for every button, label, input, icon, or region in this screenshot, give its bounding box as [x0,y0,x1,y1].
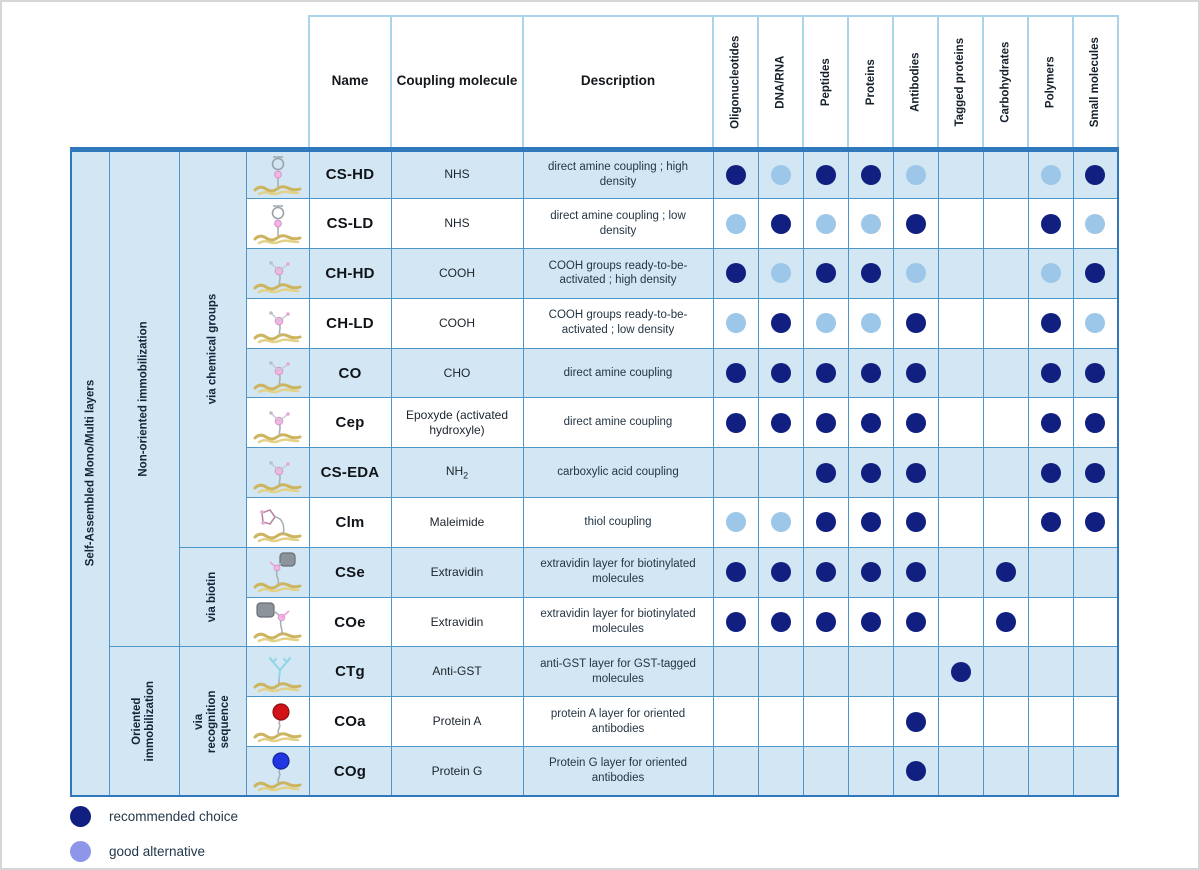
mark-cell-tagged-proteins [938,448,983,498]
mark-cell-small-molecules [1073,697,1118,747]
recommended-choice-dot-icon [771,214,791,234]
extravidin-molecule-2-icon [246,597,309,647]
row-group-oriented-immobilization [109,647,179,796]
recommended-choice-dot-icon [1041,463,1061,483]
coupling-molecule-cell: COOH [391,298,523,348]
mark-cell-dna-rna [758,149,803,199]
row-group-via-chemical-groups [179,149,246,547]
recommended-choice-dot-icon [726,363,746,383]
maleimide-molecule-icon [246,498,309,548]
name-cell: COe [309,597,391,647]
column-header-polymers [1028,16,1073,149]
good-alternative-dot-icon [1085,214,1105,234]
description-cell: anti-GST layer for GST-tagged molecules [523,647,713,697]
mark-cell-polymers [1028,448,1073,498]
mark-cell-small-molecules [1073,348,1118,398]
good-alternative-dot-icon [906,165,926,185]
description-cell: protein A layer for oriented antibodies [523,697,713,747]
name-cell: COa [309,697,391,747]
mark-cell-proteins [848,597,893,647]
good-alternative-dot-icon [906,263,926,283]
recommended-choice-dot-icon [771,562,791,582]
good-alternative-dot-icon [771,263,791,283]
good-alternative-dot-icon [1041,263,1061,283]
protein-a-ball-icon [246,697,309,747]
column-header-peptides [803,16,848,149]
name-cell: COg [309,747,391,797]
mark-cell-proteins [848,249,893,299]
mark-cell-proteins [848,697,893,747]
good-alternative-dot-icon [726,214,746,234]
recommended-choice-dot-icon [906,413,926,433]
mark-cell-carbohydrates [983,697,1028,747]
mark-cell-polymers [1028,249,1073,299]
mark-cell-antibodies [893,597,938,647]
name-cell: CO [309,348,391,398]
table-row-ctg [71,647,1118,697]
row-group-label: Non-oriented immobilization [138,321,150,477]
mark-cell-small-molecules [1073,547,1118,597]
mark-cell-proteins [848,647,893,697]
good-alternative-dot-icon [1085,313,1105,333]
recommended-choice-dot-icon [906,313,926,333]
mark-cell-oligonucleotides [713,448,758,498]
recommended-choice-dot-icon [861,512,881,532]
recommended-choice-dot-icon [861,263,881,283]
recommended-choice-dot-icon [816,512,836,532]
mark-cell-polymers [1028,199,1073,249]
mark-cell-dna-rna [758,697,803,747]
row-group-label: Self-Assembled Mono/Multi layers [84,380,97,567]
mark-cell-dna-rna [758,448,803,498]
name-cell: Clm [309,498,391,548]
column-header-label: Antibodies [909,52,922,112]
mark-cell-tagged-proteins [938,298,983,348]
recommended-choice-dot-icon [996,562,1016,582]
mark-cell-carbohydrates [983,398,1028,448]
mark-cell-tagged-proteins [938,149,983,199]
mark-cell-oligonucleotides [713,697,758,747]
mark-cell-oligonucleotides [713,199,758,249]
coupling-molecule-cell: $NH_2$ [391,448,523,498]
mark-cell-tagged-proteins [938,498,983,548]
mark-cell-peptides [803,149,848,199]
mark-cell-tagged-proteins [938,348,983,398]
mark-cell-proteins [848,747,893,797]
mark-cell-carbohydrates [983,448,1028,498]
column-header-antibodies [893,16,938,149]
mark-cell-tagged-proteins [938,249,983,299]
recommended-choice-dot-icon [906,761,926,781]
recommended-choice-dot-icon [1041,214,1061,234]
mark-cell-antibodies [893,298,938,348]
row-group-label: via recognition sequence [192,690,232,753]
mark-cell-peptides [803,747,848,797]
description-cell: direct amine coupling ; low density [523,199,713,249]
recommended-choice-dot-icon [1041,413,1061,433]
mark-cell-antibodies [893,199,938,249]
mark-cell-dna-rna [758,298,803,348]
recommended-choice-dot-icon [996,612,1016,632]
column-header-coupling-molecule: Coupling molecule [391,16,523,149]
coupling-molecule-cell: NHS [391,149,523,199]
column-header-label: Small molecules [1089,36,1102,127]
branch-molecule-icon [246,298,309,348]
mark-cell-antibodies [893,498,938,548]
recommended-choice-dot-icon [861,463,881,483]
mark-cell-peptides [803,448,848,498]
mark-cell-polymers [1028,747,1073,797]
column-header-proteins [848,16,893,149]
column-header-oligonucleotides [713,16,758,149]
mark-cell-antibodies [893,697,938,747]
recommended-choice-dot-icon [1085,463,1105,483]
name-cell: CH-HD [309,249,391,299]
mark-cell-proteins [848,199,893,249]
coupling-molecule-cell: COOH [391,249,523,299]
surface-chemistry-table [70,15,1119,797]
mark-cell-small-molecules [1073,398,1118,448]
recommended-choice-dot-icon [70,806,91,827]
coupling-molecule-cell: Extravidin [391,547,523,597]
table-row-cs-hd [71,149,1118,199]
coupling-molecule-cell: Extravidin [391,597,523,647]
recommended-choice-dot-icon [951,662,971,682]
row-group-via-biotin [179,547,246,647]
recommended-choice-dot-icon [816,612,836,632]
name-cell: CS-HD [309,149,391,199]
mark-cell-antibodies [893,547,938,597]
mark-cell-peptides [803,647,848,697]
mark-cell-carbohydrates [983,149,1028,199]
mark-cell-dna-rna [758,199,803,249]
recommended-choice-dot-icon [771,612,791,632]
mark-cell-peptides [803,199,848,249]
recommended-choice-dot-icon [906,562,926,582]
description-cell: COOH groups ready-to-be-activated ; low density [523,298,713,348]
mark-cell-carbohydrates [983,597,1028,647]
mark-cell-small-molecules [1073,199,1118,249]
legend-label-alternative: good alternative [109,844,206,859]
description-cell: Protein G layer for oriented antibodies [523,747,713,797]
recommended-choice-dot-icon [1085,363,1105,383]
protein-g-ball-icon [246,747,309,797]
recommended-choice-dot-icon [906,463,926,483]
name-cell: CS-LD [309,199,391,249]
coupling-molecule-cell: Anti-GST [391,647,523,697]
recommended-choice-dot-icon [861,562,881,582]
recommended-choice-dot-icon [816,562,836,582]
mark-cell-dna-rna [758,498,803,548]
recommended-choice-dot-icon [771,313,791,333]
mark-cell-antibodies [893,249,938,299]
mark-cell-peptides [803,498,848,548]
row-group-non-oriented-immobilization [109,149,179,647]
column-header-description: Description [523,16,713,149]
column-header-label: Tagged proteins [954,37,967,127]
description-cell: extravidin layer for biotinylated molecules [523,597,713,647]
mark-cell-peptides [803,697,848,747]
mark-cell-oligonucleotides [713,597,758,647]
recommended-choice-dot-icon [816,363,836,383]
mark-cell-small-molecules [1073,149,1118,199]
recommended-choice-dot-icon [906,612,926,632]
good-alternative-dot-icon [1041,165,1061,185]
mark-cell-polymers [1028,149,1073,199]
legend [70,806,238,870]
mark-cell-oligonucleotides [713,747,758,797]
mark-cell-polymers [1028,348,1073,398]
coupling-molecule-cell: Epoxyde (activated hydroxyle) [391,398,523,448]
recommended-choice-dot-icon [771,413,791,433]
recommended-choice-dot-icon [816,165,836,185]
mark-cell-tagged-proteins [938,697,983,747]
mark-cell-tagged-proteins [938,597,983,647]
row-group-label: via biotin [206,571,219,623]
mark-cell-antibodies [893,747,938,797]
column-header-small-molecules [1073,16,1118,149]
mark-cell-dna-rna [758,547,803,597]
recommended-choice-dot-icon [906,512,926,532]
mark-cell-proteins [848,448,893,498]
mark-cell-tagged-proteins [938,398,983,448]
mark-cell-proteins [848,298,893,348]
good-alternative-dot-icon [726,313,746,333]
mark-cell-polymers [1028,697,1073,747]
mark-cell-carbohydrates [983,498,1028,548]
recommended-choice-dot-icon [726,413,746,433]
good-alternative-dot-icon [816,214,836,234]
mark-cell-antibodies [893,398,938,448]
mark-cell-oligonucleotides [713,298,758,348]
mark-cell-carbohydrates [983,199,1028,249]
mark-cell-tagged-proteins [938,647,983,697]
recommended-choice-dot-icon [726,562,746,582]
column-header-carbohydrates [983,16,1028,149]
mark-cell-carbohydrates [983,249,1028,299]
mark-cell-dna-rna [758,249,803,299]
legend-label-recommended: recommended choice [109,809,239,824]
mark-cell-dna-rna [758,348,803,398]
mark-cell-peptides [803,597,848,647]
recommended-choice-dot-icon [861,363,881,383]
recommended-choice-dot-icon [816,263,836,283]
branch-molecule-icon [246,348,309,398]
mark-cell-oligonucleotides [713,647,758,697]
column-header-dna-rna [758,16,803,149]
good-alternative-dot-icon [70,841,91,862]
name-cell: CS-EDA [309,448,391,498]
branch-molecule-icon [246,398,309,448]
column-header-name: Name [309,16,391,149]
mark-cell-antibodies [893,647,938,697]
mark-cell-polymers [1028,398,1073,448]
mark-cell-small-molecules [1073,249,1118,299]
mark-cell-antibodies [893,348,938,398]
name-cell: CTg [309,647,391,697]
recommended-choice-dot-icon [861,413,881,433]
mark-cell-peptides [803,298,848,348]
coupling-molecule-cell: Maleimide [391,498,523,548]
recommended-choice-dot-icon [771,363,791,383]
description-cell: direct amine coupling ; high density [523,149,713,199]
mark-cell-peptides [803,398,848,448]
recommended-choice-dot-icon [1041,512,1061,532]
recommended-choice-dot-icon [816,413,836,433]
branch-molecule-icon [246,448,309,498]
mark-cell-small-molecules [1073,747,1118,797]
mark-cell-oligonucleotides [713,149,758,199]
recommended-choice-dot-icon [1085,263,1105,283]
mark-cell-carbohydrates [983,647,1028,697]
column-header-label: Peptides [819,57,832,106]
column-header-tagged-proteins [938,16,983,149]
row-group-label: via chemical groups [206,293,219,405]
description-cell: COOH groups ready-to-be-activated ; high density [523,249,713,299]
mark-cell-polymers [1028,547,1073,597]
mark-cell-dna-rna [758,647,803,697]
mark-cell-small-molecules [1073,647,1118,697]
header-row [71,16,1118,149]
mark-cell-oligonucleotides [713,498,758,548]
mark-cell-tagged-proteins [938,747,983,797]
mark-cell-polymers [1028,597,1073,647]
nhs-molecule-icon [246,149,309,199]
mark-cell-polymers [1028,647,1073,697]
mark-cell-proteins [848,149,893,199]
good-alternative-dot-icon [816,313,836,333]
legend-item-recommended [70,806,238,827]
mark-cell-oligonucleotides [713,348,758,398]
description-cell: thiol coupling [523,498,713,548]
table-row-cse [71,547,1118,597]
recommended-choice-dot-icon [906,712,926,732]
recommended-choice-dot-icon [726,263,746,283]
mark-cell-small-molecules [1073,298,1118,348]
mark-cell-peptides [803,249,848,299]
mark-cell-antibodies [893,448,938,498]
header-spacer [71,16,309,149]
name-cell: Cep [309,398,391,448]
mark-cell-proteins [848,348,893,398]
column-header-label: DNA/RNA [774,55,787,109]
recommended-choice-dot-icon [906,214,926,234]
mark-cell-oligonucleotides [713,398,758,448]
coupling-molecule-cell: CHO [391,348,523,398]
column-header-label: Proteins [864,58,877,105]
recommended-choice-dot-icon [1041,363,1061,383]
mark-cell-tagged-proteins [938,199,983,249]
recommended-choice-dot-icon [906,363,926,383]
good-alternative-dot-icon [771,512,791,532]
recommended-choice-dot-icon [1041,313,1061,333]
description-cell: extravidin layer for biotinylated molecules [523,547,713,597]
mark-cell-polymers [1028,498,1073,548]
recommended-choice-dot-icon [861,165,881,185]
mark-cell-proteins [848,547,893,597]
nhs-molecule-icon [246,199,309,249]
recommended-choice-dot-icon [1085,165,1105,185]
mark-cell-peptides [803,348,848,398]
mark-cell-oligonucleotides [713,249,758,299]
description-cell: direct amine coupling [523,398,713,448]
recommended-choice-dot-icon [816,463,836,483]
description-cell: carboxylic acid coupling [523,448,713,498]
coupling-molecule-cell: Protein A [391,697,523,747]
name-cell: CSe [309,547,391,597]
mark-cell-oligonucleotides [713,547,758,597]
mark-cell-dna-rna [758,597,803,647]
recommended-choice-dot-icon [1085,512,1105,532]
mark-cell-tagged-proteins [938,547,983,597]
legend-item-alternative [70,841,238,862]
row-group-self-assembled-mono-multi-layers [71,149,109,796]
row-group-via-recognition-sequence [179,647,246,796]
column-header-label: Carbohydrates [999,41,1012,123]
mark-cell-small-molecules [1073,448,1118,498]
recommended-choice-dot-icon [726,612,746,632]
antibody-y-icon [246,647,309,697]
mark-cell-carbohydrates [983,747,1028,797]
description-cell: direct amine coupling [523,348,713,398]
recommended-choice-dot-icon [861,612,881,632]
mark-cell-dna-rna [758,398,803,448]
recommended-choice-dot-icon [1085,413,1105,433]
mark-cell-dna-rna [758,747,803,797]
mark-cell-carbohydrates [983,298,1028,348]
recommended-choice-dot-icon [726,165,746,185]
mark-cell-peptides [803,547,848,597]
good-alternative-dot-icon [726,512,746,532]
mark-cell-small-molecules [1073,498,1118,548]
column-header-label: Polymers [1044,55,1057,108]
mark-cell-antibodies [893,149,938,199]
coupling-molecule-cell: NHS [391,199,523,249]
extravidin-molecule-icon [246,547,309,597]
row-group-label: Oriented immobilization [130,681,156,762]
mark-cell-carbohydrates [983,348,1028,398]
column-header-label: Oligonucleotides [729,35,742,129]
mark-cell-proteins [848,498,893,548]
coupling-molecule-cell: Protein G [391,747,523,797]
mark-cell-small-molecules [1073,597,1118,647]
mark-cell-polymers [1028,298,1073,348]
good-alternative-dot-icon [771,165,791,185]
name-cell: CH-LD [309,298,391,348]
mark-cell-proteins [848,398,893,448]
good-alternative-dot-icon [861,214,881,234]
good-alternative-dot-icon [861,313,881,333]
mark-cell-carbohydrates [983,547,1028,597]
branch-molecule-icon [246,249,309,299]
